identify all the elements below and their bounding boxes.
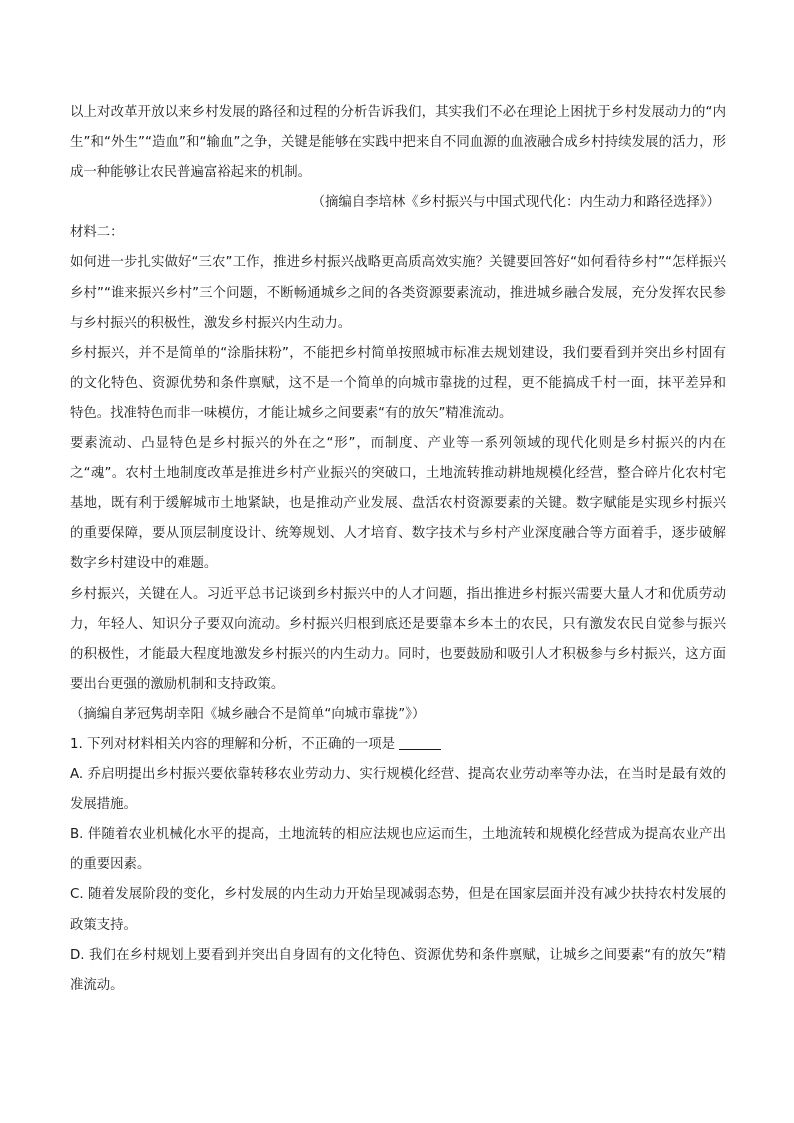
option-a: A. 乔启明提出乡村振兴要依靠转移农业劳动力、实行规模化经营、提高农业劳动率等办法，在当时是最有效的发展措施。 — [70, 767, 726, 813]
material-2-paragraph-3: 要素流动、凸显特色是乡村振兴的外在之“形”，而制度、产业等一系列领域的现代化则是乡村振兴的内在之“魂”。农村土地制度改革是推进乡村产业振兴的突破口，土地流转推动耕地规模化经营，整合碎片化农村宅基地，既有利于缓解城市土地紧缺，也是推动产业发展、盘活农村资源要素的关键。数字赋能是实现乡村振兴的重要保障，要从顶层制度设计、统筹规划、人才培育、数字技术与乡村产业深度融合等方面着手，逐步破解数字乡村建设中的难题。 — [70, 436, 726, 572]
option-d: D. 我们在乡村规划上要看到并突出自身固有的文化特色、资源优势和条件禀赋，让城乡之间要素“有的放矢”精准流动。 — [70, 947, 726, 993]
document-page — [70, 98, 726, 1001]
material-2-title: 材料二： — [70, 225, 124, 241]
source-citation-1: （摘编自李培林《乡村振兴与中国式现代化：内生动力和路径选择》） — [311, 195, 720, 211]
option-c: C. 随着发展阶段的变化，乡村发展的内生动力开始呈现减弱态势，但是在国家层面并没有减少扶持农村发展的政策支持。 — [70, 887, 726, 933]
source-citation-2: （摘编自茅冠隽胡幸阳《城乡融合不是简单“向城市靠拢”》） — [70, 706, 426, 722]
answer-blank — [399, 735, 441, 750]
material-2-paragraph-2: 乡村振兴，并不是简单的“涂脂抹粉”，不能把乡村简单按照城市标准去规划建设，我们要看到并突出乡村固有的文化特色、资源优势和条件禀赋，这不是一个简单的向城市靠拢的过程，更不能搞成千村一面，抹平差异和特色。找准特色而非一味模仿，才能让城乡之间要素“有的放矢”精准流动。 — [70, 345, 726, 421]
intro-paragraph: 以上对改革开放以来乡村发展的路径和过程的分析告诉我们，其实我们不必在理论上困扰于乡村发展动力的“内生”和“外生”“造血”和“输血”之争，关键是能够在实践中把来自不同血源的血液融合成乡村持续发展的活力，形成一种能够让农民普遍富裕起来的机制。 — [70, 105, 726, 181]
material-2-paragraph-4: 乡村振兴，关键在人。习近平总书记谈到乡村振兴中的人才问题，指出推进乡村振兴需要大量人才和优质劳动力，年轻人、知识分子要双向流动。乡村振兴归根到底还是要靠本乡本土的农民，只有激发农民自觉参与振兴的积极性，才能最大程度地激发乡村振兴的内生动力。同时，也要鼓励和吸引人才积极参与乡村振兴，这方面要出台更强的激励机制和支持政策。 — [70, 586, 726, 692]
option-b: B. 伴随着农业机械化水平的提高，土地流转的相应法规也应运而生，土地流转和规模化经营成为提高农业产出的重要因素。 — [70, 827, 726, 873]
question-stem — [70, 730, 726, 760]
material-2-paragraph-1: 如何进一步扎实做好“三农”工作，推进乡村振兴战略更高质高效实施？关键要回答好“如何看待乡村”“怎样振兴乡村”“谁来振兴乡村”三个问题，不断畅通城乡之间的各类资源要素流动，推进城乡融合发展，充分发挥农民参与乡村振兴的积极性，激发乡村振兴内生动力。 — [70, 255, 726, 331]
question-stem-text: 1. 下列对材料相关内容的理解和分析，不正确的一项是 — [70, 736, 396, 752]
